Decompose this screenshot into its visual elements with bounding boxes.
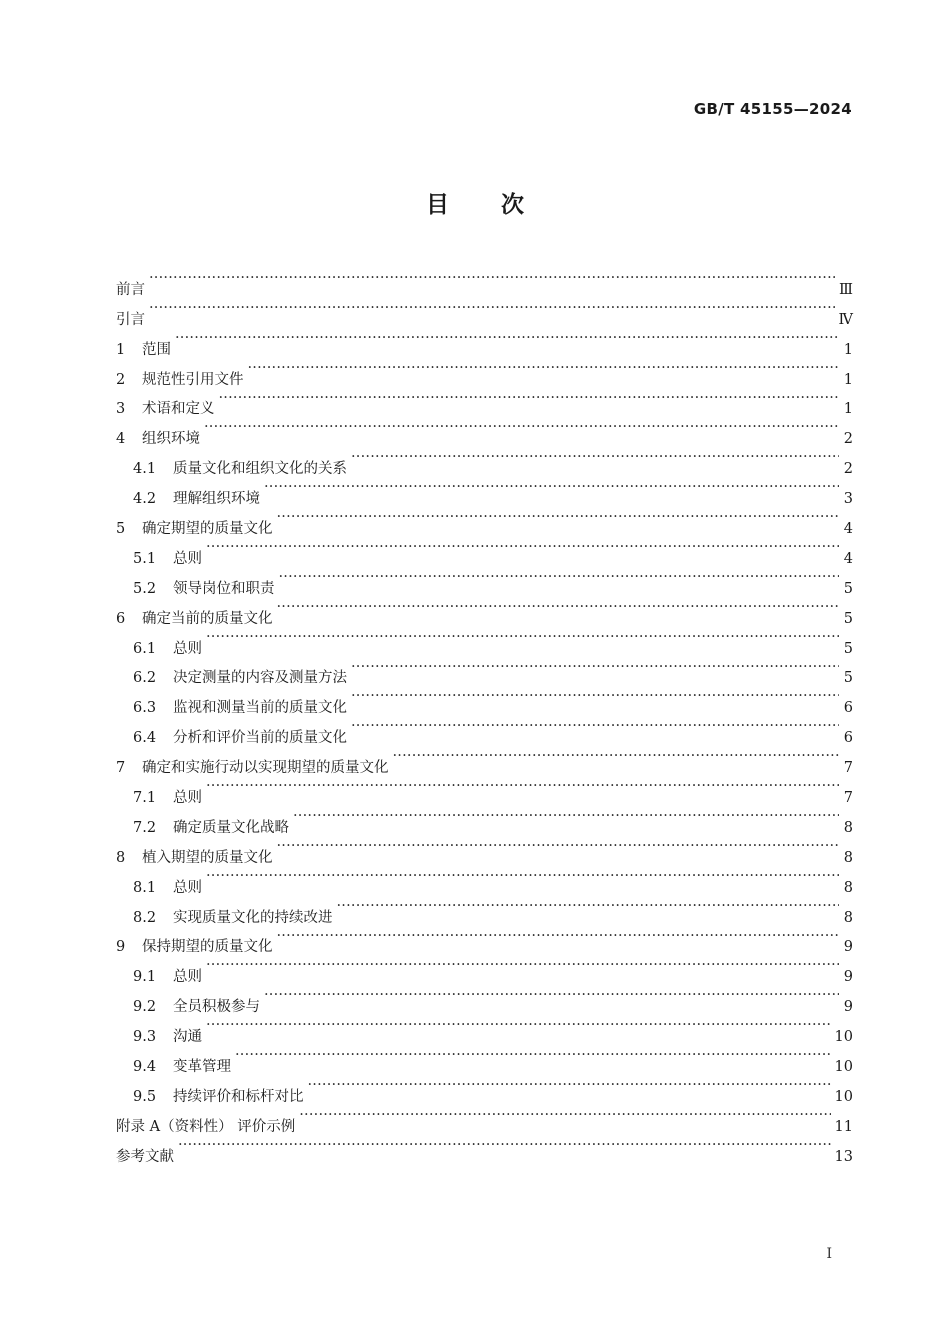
toc-entry[interactable] bbox=[116, 1011, 853, 1046]
toc-entry[interactable] bbox=[116, 862, 853, 896]
toc-entry[interactable] bbox=[116, 354, 853, 388]
toc-entry-label: 范围 bbox=[142, 341, 171, 358]
toc-entry[interactable] bbox=[116, 294, 853, 328]
toc-entry-page: 4 bbox=[843, 550, 853, 567]
toc-leader-dots bbox=[264, 981, 839, 1011]
toc-entry-label: 组织环境 bbox=[142, 431, 200, 448]
toc-entry-number: 8 bbox=[116, 849, 126, 866]
table-of-contents bbox=[116, 264, 853, 1165]
toc-leader-dots bbox=[308, 1071, 831, 1101]
toc-leader-dots bbox=[277, 503, 840, 533]
toc-entry-label: 附录 A（资料性） 评价示例 bbox=[116, 1118, 296, 1135]
toc-entry[interactable] bbox=[116, 623, 853, 657]
toc-entry-number: 9.1 bbox=[133, 969, 157, 986]
toc-entry-page: 9 bbox=[843, 939, 853, 956]
toc-entry-number: 9.5 bbox=[133, 1088, 157, 1105]
toc-entry-page: 10 bbox=[834, 1029, 853, 1046]
toc-entry-label: 全员积极参与 bbox=[173, 999, 260, 1016]
toc-entry-label: 分析和评价当前的质量文化 bbox=[173, 730, 347, 747]
toc-entry-number: 4.1 bbox=[133, 461, 157, 478]
toc-entry-number: 7.1 bbox=[133, 790, 157, 807]
toc-entry-label: 确定和实施行动以实现期望的质量文化 bbox=[142, 760, 389, 777]
toc-entry-page: 5 bbox=[843, 670, 853, 687]
toc-entry-label: 确定当前的质量文化 bbox=[142, 610, 273, 627]
toc-entry-label: 决定测量的内容及测量方法 bbox=[173, 670, 347, 687]
toc-leader-dots bbox=[393, 742, 840, 772]
toc-entry-label: 确定期望的质量文化 bbox=[142, 521, 273, 538]
toc-entry[interactable] bbox=[116, 443, 853, 478]
toc-entry-page: 2 bbox=[843, 461, 853, 478]
toc-leader-dots bbox=[264, 473, 839, 503]
toc-entry-label: 变革管理 bbox=[173, 1059, 231, 1076]
toc-leader-dots bbox=[248, 354, 840, 384]
toc-entry-label: 监视和测量当前的质量文化 bbox=[173, 700, 347, 717]
toc-entry-page: 6 bbox=[843, 730, 853, 747]
toc-entry-page: 1 bbox=[843, 341, 853, 358]
toc-entry-label: 沟通 bbox=[173, 1029, 202, 1046]
toc-entry-page: 2 bbox=[843, 431, 853, 448]
toc-entry-page: 7 bbox=[843, 760, 853, 777]
toc-leader-dots bbox=[293, 802, 839, 832]
toc-entry-page: 6 bbox=[843, 700, 853, 717]
toc-leader-dots bbox=[206, 772, 839, 802]
toc-entry-page: Ⅲ bbox=[839, 281, 853, 298]
toc-leader-dots bbox=[206, 623, 839, 653]
toc-entry-page: 1 bbox=[843, 401, 853, 418]
toc-entry-page: 8 bbox=[843, 849, 853, 866]
toc-leader-dots bbox=[351, 443, 839, 473]
toc-entry-label: 理解组织环境 bbox=[173, 491, 260, 508]
toc-leader-dots bbox=[149, 264, 835, 294]
toc-entry-label: 总则 bbox=[173, 550, 202, 567]
toc-entry-number: 4.2 bbox=[133, 491, 157, 508]
toc-leader-dots bbox=[204, 413, 839, 443]
toc-entry[interactable] bbox=[116, 653, 853, 687]
standard-number: GB/T 45155—2024 bbox=[693, 100, 852, 118]
toc-entry-label: 术语和定义 bbox=[142, 401, 215, 418]
toc-entry-label: 总则 bbox=[173, 879, 202, 896]
toc-leader-dots bbox=[277, 922, 840, 952]
toc-entry-page: 8 bbox=[843, 819, 853, 836]
toc-entry[interactable] bbox=[116, 1041, 853, 1076]
toc-entry[interactable] bbox=[116, 324, 853, 358]
toc-entry-label: 领导岗位和职责 bbox=[173, 580, 275, 597]
toc-entry-page: 3 bbox=[843, 491, 853, 508]
toc-entry-number: 6.4 bbox=[133, 730, 157, 747]
toc-entry[interactable] bbox=[116, 264, 853, 298]
toc-entry-label: 确定质量文化战略 bbox=[173, 819, 289, 836]
toc-entry-page: 5 bbox=[843, 610, 853, 627]
toc-leader-dots bbox=[277, 593, 840, 623]
toc-entry[interactable] bbox=[116, 413, 853, 448]
toc-leader-dots bbox=[279, 563, 840, 593]
toc-leader-dots bbox=[351, 712, 839, 742]
toc-entry-page: 10 bbox=[834, 1088, 853, 1105]
toc-entry-page: 11 bbox=[834, 1118, 853, 1135]
toc-entry-number: 6.1 bbox=[133, 640, 157, 657]
toc-entry-label: 实现质量文化的持续改进 bbox=[173, 909, 333, 926]
toc-entry[interactable] bbox=[116, 772, 853, 807]
toc-entry-label: 总则 bbox=[173, 640, 202, 657]
toc-entry[interactable] bbox=[116, 802, 853, 836]
toc-entry-page: 4 bbox=[843, 521, 853, 538]
toc-entry-label: 保持期望的质量文化 bbox=[142, 939, 273, 956]
toc-leader-dots bbox=[219, 384, 840, 414]
toc-entry[interactable] bbox=[116, 981, 853, 1016]
toc-leader-dots bbox=[351, 653, 839, 683]
toc-entry-number: 5 bbox=[116, 521, 126, 538]
toc-entry-number: 3 bbox=[116, 401, 126, 418]
toc-leader-dots bbox=[277, 832, 840, 862]
toc-entry-number: 5.1 bbox=[133, 550, 157, 567]
toc-entry-label: 质量文化和组织文化的关系 bbox=[173, 461, 347, 478]
toc-leader-dots bbox=[337, 892, 840, 922]
toc-entry-number: 7 bbox=[116, 760, 126, 777]
toc-entry[interactable] bbox=[116, 563, 853, 597]
toc-entry-label: 植入期望的质量文化 bbox=[142, 849, 273, 866]
toc-entry-number: 6 bbox=[116, 610, 126, 627]
toc-entry-number: 9.2 bbox=[133, 999, 157, 1016]
toc-entry-label: 持续评价和标杆对比 bbox=[173, 1088, 304, 1105]
toc-leader-dots bbox=[206, 951, 839, 981]
toc-entry-number: 7.2 bbox=[133, 819, 157, 836]
toc-entry-number: 1 bbox=[116, 341, 126, 358]
toc-leader-dots bbox=[175, 324, 839, 354]
toc-leader-dots bbox=[351, 682, 839, 712]
toc-entry-page: 8 bbox=[843, 909, 853, 926]
toc-leader-dots bbox=[206, 1011, 831, 1041]
toc-entry-page: Ⅳ bbox=[838, 311, 853, 328]
toc-entry-label: 参考文献 bbox=[116, 1148, 174, 1165]
toc-leader-dots bbox=[178, 1131, 831, 1161]
toc-entry[interactable] bbox=[116, 951, 853, 986]
toc-leader-dots bbox=[235, 1041, 831, 1071]
toc-entry[interactable] bbox=[116, 892, 853, 926]
toc-entry[interactable] bbox=[116, 384, 853, 418]
toc-entry-number: 5.2 bbox=[133, 580, 157, 597]
toc-entry[interactable] bbox=[116, 533, 853, 567]
toc-entry-number: 6.2 bbox=[133, 670, 157, 687]
toc-entry-page: 9 bbox=[843, 999, 853, 1016]
toc-entry-page: 5 bbox=[843, 640, 853, 657]
page-title: 目次 bbox=[426, 192, 576, 218]
toc-entry-page: 7 bbox=[843, 790, 853, 807]
toc-entry-label: 总则 bbox=[173, 790, 202, 807]
toc-leader-dots bbox=[206, 862, 839, 892]
toc-leader-dots bbox=[149, 294, 835, 324]
toc-entry-label: 引言 bbox=[116, 311, 145, 328]
page-number: I bbox=[826, 1246, 832, 1262]
toc-entry-number: 9 bbox=[116, 939, 126, 956]
toc-leader-dots bbox=[299, 1101, 830, 1131]
toc-entry-label: 总则 bbox=[173, 969, 202, 986]
toc-entry-page: 8 bbox=[843, 879, 853, 896]
toc-entry-number: 9.4 bbox=[133, 1059, 157, 1076]
toc-entry-number: 4 bbox=[116, 431, 126, 448]
toc-entry-page: 10 bbox=[834, 1059, 853, 1076]
toc-entry-number: 9.3 bbox=[133, 1029, 157, 1046]
toc-entry-label: 规范性引用文件 bbox=[142, 371, 244, 388]
toc-entry-number: 8.1 bbox=[133, 879, 157, 896]
toc-leader-dots bbox=[206, 533, 839, 563]
toc-entry-number: 8.2 bbox=[133, 909, 157, 926]
toc-entry-number: 2 bbox=[116, 371, 126, 388]
toc-entry-label: 前言 bbox=[116, 281, 145, 298]
toc-entry-page: 1 bbox=[843, 371, 853, 388]
toc-entry-number: 6.3 bbox=[133, 700, 157, 717]
toc-entry-page: 5 bbox=[843, 580, 853, 597]
toc-entry-page: 13 bbox=[834, 1148, 853, 1165]
toc-entry-page: 9 bbox=[843, 969, 853, 986]
toc-entry[interactable] bbox=[116, 1131, 853, 1165]
